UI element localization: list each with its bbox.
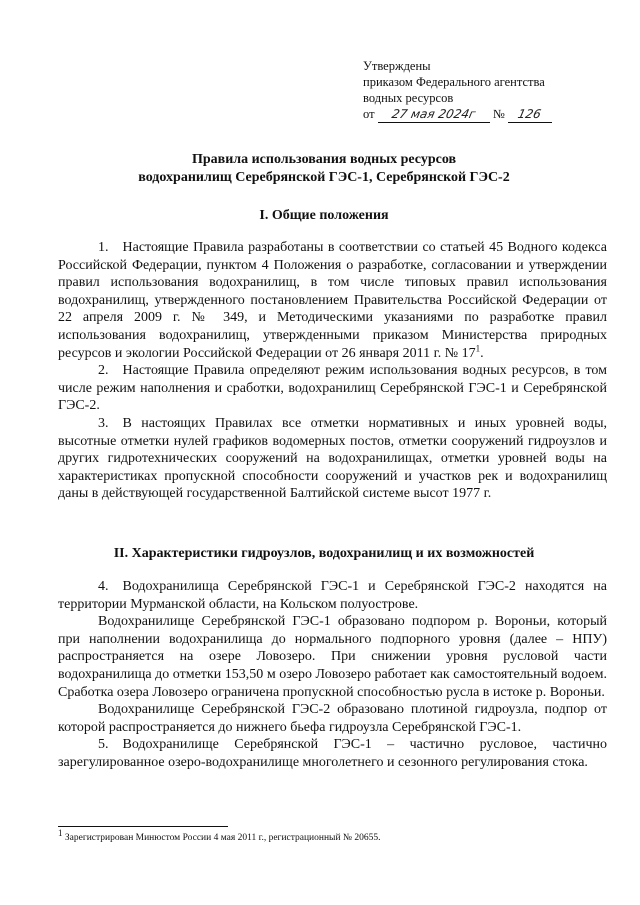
- title-line-2: водохранилищ Серебрянской ГЭС-1, Серебрянской ГЭС-2: [138, 170, 510, 185]
- handwritten-number: 126: [516, 107, 543, 121]
- approval-line-1: Утверждены: [363, 59, 431, 73]
- paragraph-4c: Водохранилище Серебрянской ГЭС-2 образовано плотиной гидроузла, подпор от которой распространяется до нижнего бьефа гидроузла Серебрянской ГЭС-1.: [58, 702, 607, 735]
- section-1-heading: I. Общие положения: [259, 208, 389, 223]
- approval-line-2: приказом Федерального агентства: [363, 75, 545, 89]
- number-label: №: [492, 107, 505, 121]
- from-label: от: [363, 107, 375, 121]
- paragraph-1: 1. Настоящие Правила разработаны в соответствии со статьей 45 Водного кодекса Российской Федерации, пунктом 4 Положения о разработке, согласовании и утверждении правил использования водохранилищ, в том числе типовых правил использования водохранилищ, утвержденного постановлением Правительства Российской Федерации от 22 апреля 2009 г. № 349, и Методическими указаниями по разработке правил использования водохранилищ, утвержденными приказом Министерства природных ресурсов и экологии Российской Федерации от 26 января 2011 г. № $17^1$.: [58, 240, 607, 361]
- footnote: [58, 827, 598, 844]
- title-line-1: Правила использования водных ресурсов: [191, 152, 457, 167]
- section-2-body: [58, 578, 607, 772]
- approval-date: [378, 106, 490, 123]
- approval-date-line: [363, 106, 603, 123]
- paragraph-5: 5. Водохранилище Серебрянской ГЭС-1 – частично русловое, частично зарегулированное озеро-водохранилище многолетнего и сезонного регулирования стока.: [58, 737, 607, 770]
- section-1-body: [58, 239, 607, 503]
- footnote-text: Зарегистрирован Минюстом России 4 мая 2011 г., регистрационный № 20655.: [62, 833, 381, 843]
- approval-stamp: [363, 58, 603, 123]
- section-2-heading: II. Характеристики гидроузлов, водохранилищ и их возможностей: [113, 546, 535, 561]
- handwritten-date: 27 мая 2024г: [390, 107, 477, 121]
- document-title: [60, 151, 588, 187]
- footnote-ref: 1: [475, 342, 481, 353]
- paragraph-3: 3. В настоящих Правилах все отметки нормативных и иных уровней воды, высотные отметки нулей графиков водомерных постов, отметки сооружений гидроузлов и других гидротехнических сооружений на водохранилищах, отметки уровней воды на характеристиках пропускной способности сооружений и участков рек и водохранилищ даны в действующей государственной Балтийской системе высот 1977 г.: [58, 415, 607, 502]
- approval-number: [508, 106, 552, 123]
- paragraph-4: 4. Водохранилища Серебрянской ГЭС-1 и Серебрянской ГЭС-2 находятся на территории Мурманской области, на Кольском полуострове.: [58, 579, 607, 612]
- approval-line-3: водных ресурсов: [363, 91, 454, 105]
- paragraph-4b: Водохранилище Серебрянской ГЭС-1 образовано подпором р. Вороньи, который при наполнении водохранилища до нормального подпорного уровня (далее – НПУ) распространяется на озере Ловозеро. При снижении уровня русловой части водохранилища до отметки 153,50 м озеро Ловозеро работает как самостоятельный водоем. Сработка озера Ловозеро ограничена пропускной способностью русла в истоке р. Вороньи.: [58, 614, 607, 700]
- paragraph-2: 2. Настоящие Правила определяют режим использования водных ресурсов, в том числе режим наполнения и сработки, водохранилищ Серебрянской ГЭС-1 и Серебрянской ГЭС-2.: [58, 363, 607, 414]
- footnote-marker: 1: [58, 827, 63, 838]
- footnote-divider: [58, 826, 228, 827]
